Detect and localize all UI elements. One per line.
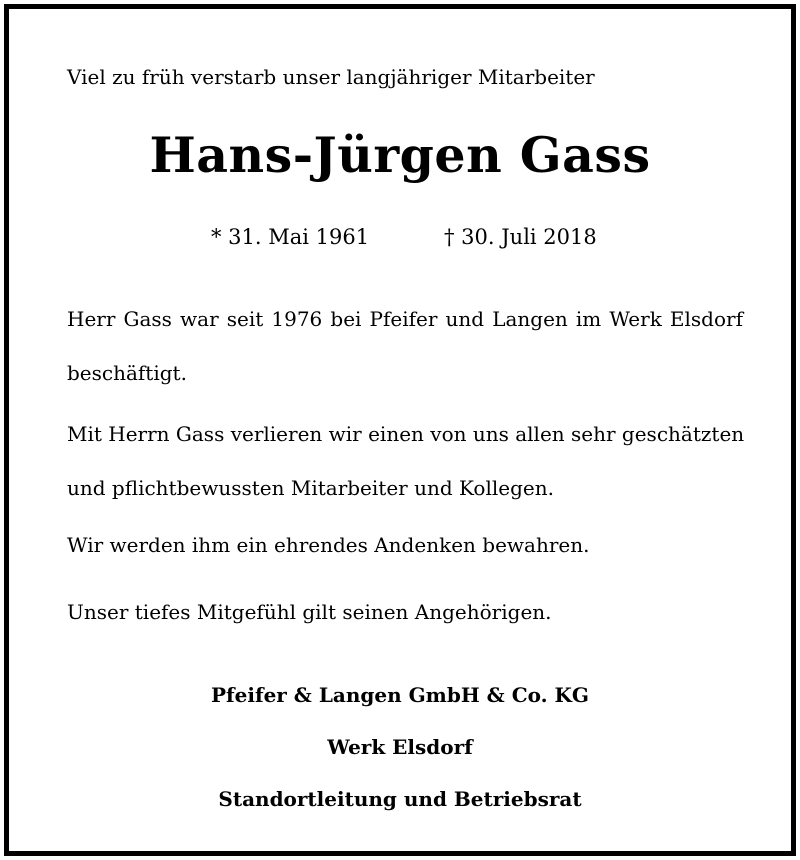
signature-company: Pfeifer & Langen GmbH & Co. KG: [211, 683, 589, 707]
paragraph-line: und pflichtbewussten Mitarbeiter und Kollegen.: [67, 476, 554, 500]
signature-department: Standortleitung und Betriebsrat: [218, 787, 582, 811]
paragraph-remembrance: Wir werden ihm ein ehrendes Andenken bewahren.: [67, 533, 590, 557]
paragraph-employment: [67, 292, 743, 400]
paragraph-tribute: [67, 407, 743, 515]
death-date: † 30. Juli 2018: [444, 225, 597, 249]
paragraph-line: beschäftigt.: [67, 361, 187, 385]
paragraph-line: Herr Gass war seit 1976 bei Pfeifer und Langen im Werk Elsdorf: [67, 307, 743, 331]
obituary-notice: [4, 4, 796, 856]
birth-date: * 31. Mai 1961: [211, 225, 370, 249]
paragraph-line: Mit Herrn Gass verlieren wir einen von uns allen sehr geschätzten: [67, 422, 745, 446]
signature-plant: Werk Elsdorf: [327, 735, 473, 759]
paragraph-condolence: Unser tiefes Mitgefühl gilt seinen Angehörigen.: [67, 600, 552, 624]
intro-text: Viel zu früh verstarb unser langjähriger Mitarbeiter: [67, 65, 595, 89]
deceased-name: Hans-Jürgen Gass: [149, 126, 651, 184]
